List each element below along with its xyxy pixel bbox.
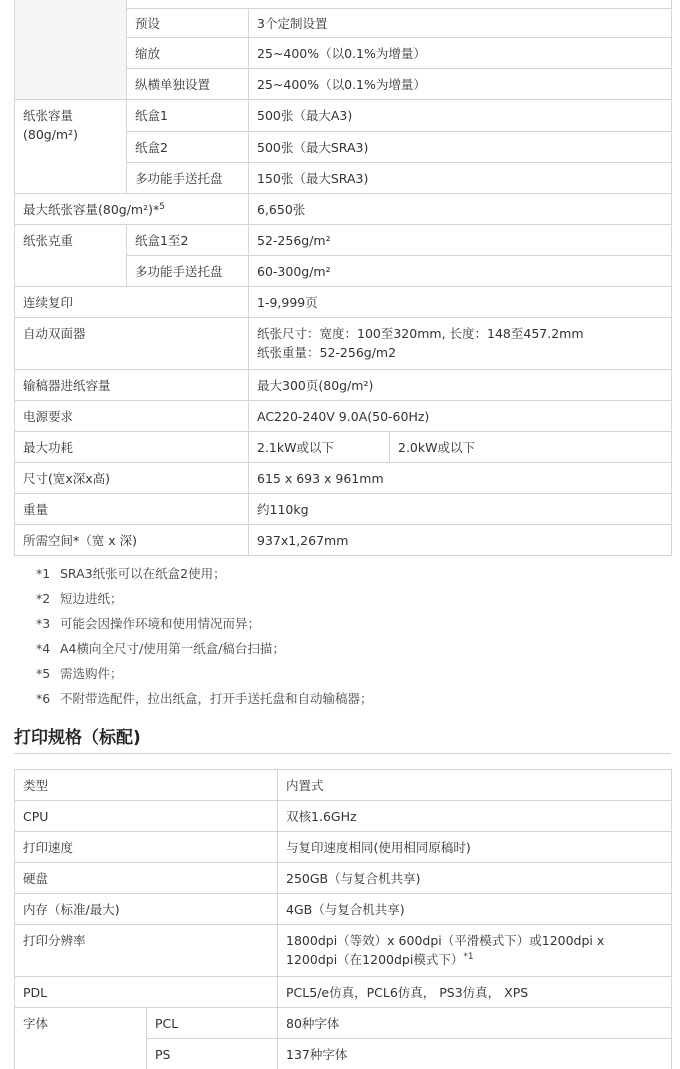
table-row [15,977,672,1008]
footnote-ref: *1 [463,951,474,962]
row-value: 2.1kW或以下 [249,432,390,463]
group-label-cell [15,0,127,100]
row-label: 缩放 [127,38,249,69]
footnote-number: *6 [36,691,51,706]
row-label: 字体 [15,1008,147,1069]
cell-cut-top [127,0,672,9]
row-label: PDL [15,977,278,1008]
section-title: 打印规格（标配) [14,728,141,748]
footnote-number: *5 [36,666,51,681]
footnote [36,638,636,663]
table-row [15,1008,672,1039]
row-label: 连续复印 [15,287,249,318]
row-label: 电源要求 [15,401,249,432]
row-sublabel: 多功能手送托盘 [127,256,249,287]
footnote [36,563,636,588]
table-row [15,770,672,801]
row-value: 500张（最大A3) [249,100,672,132]
footnote-ref: 5 [159,201,165,212]
footnote-number: *4 [36,641,51,656]
footnote-text: 短边进纸； [60,591,123,606]
row-label: 最大功耗 [15,432,249,463]
row-value: 4GB（与复合机共享) [278,894,672,925]
footnotes [36,563,636,713]
table-row [15,287,672,318]
table-row [15,832,672,863]
duplex-weight: 纸张重量：52-256g/m2 [257,345,397,360]
row-label: 重量 [15,494,249,525]
footnote [36,588,636,613]
footnote-text: 需选购件； [60,666,123,681]
table-row [15,0,672,9]
table-row [15,318,672,370]
section-divider [14,753,671,754]
row-label: 打印速度 [15,832,278,863]
row-value: 与复印速度相同(使用相同原稿时) [278,832,672,863]
row-value: AC220-240V 9.0A(50-60Hz) [249,401,672,432]
row-value [249,318,672,370]
row-label: 类型 [15,770,278,801]
row-label [15,194,249,225]
row-label: 打印分辨率 [15,925,278,977]
row-label: 纵横单独设置 [127,69,249,100]
row-value: 150张（最大SRA3) [249,163,672,194]
row-label: 尺寸(宽x深x高) [15,463,249,494]
footnote [36,688,636,713]
row-label: 自动双面器 [15,318,249,370]
row-value: 约110kg [249,494,672,525]
row-sublabel: PS [147,1039,278,1069]
row-value: 25~400%（以0.1%为增量） [249,69,672,100]
row-label: 硬盘 [15,863,278,894]
row-value: 500张（最大SRA3) [249,132,672,163]
table-row [15,100,672,132]
footnote-number: *3 [36,616,51,631]
table-row [15,432,672,463]
duplex-size: 纸张尺寸：宽度：100至320mm, 长度：148至457.2mm [257,326,584,341]
row-value: 双核1.6GHz [278,801,672,832]
table-row [15,894,672,925]
row-sublabel: 多功能手送托盘 [127,163,249,194]
row-label: 输稿器进纸容量 [15,370,249,401]
row-value: PCL5/e仿真，PCL6仿真， PS3仿真， XPS [278,977,672,1008]
max-capacity-label: 最大纸张容量(80g/m²)* [23,201,160,217]
row-label: 纸张克重 [15,225,127,287]
footnote-text: SRA3纸张可以在纸盒2使用； [60,566,226,581]
footnote-number: *1 [36,566,51,581]
row-sublabel: 纸盒1至2 [127,225,249,256]
row-label [15,100,127,194]
row-value: 937x1,267mm [249,525,672,556]
row-sublabel: PCL [147,1008,278,1039]
footnote-text: A4横向全尺寸/使用第一纸盒/稿台扫描； [60,641,285,656]
resolution-line-2-text: 1200dpi（在1200dpi模式下） [286,952,464,967]
resolution-line-1: 1800dpi（等效）x 600dpi（平滑模式下）或1200dpi x [286,933,605,948]
row-label: 预设 [127,9,249,38]
table-row [15,194,672,225]
row-label: CPU [15,801,278,832]
row-label: 内存（标准/最大) [15,894,278,925]
row-value: 137种字体 [278,1039,672,1069]
footnote-text: 可能会因操作环境和使用情况而异； [60,616,261,631]
row-value: 1-9,999页 [249,287,672,318]
row-label: 所需空间*（宽 x 深) [15,525,249,556]
row-value [278,925,672,977]
row-value: 250GB（与复合机共享) [278,863,672,894]
paper-capacity-unit: (80g/m²) [23,127,78,142]
table-row [15,525,672,556]
row-value: 最大300页(80g/m²) [249,370,672,401]
table-row [15,863,672,894]
row-value: 52-256g/m² [249,225,672,256]
row-value: 内置式 [278,770,672,801]
footnote-text: 不附带选配件，拉出纸盒，打开手送托盘和自动输稿器； [60,691,373,706]
table-row [15,801,672,832]
footnote-number: *2 [36,591,51,606]
footnote [36,613,636,638]
row-value: 25~400%（以0.1%为增量） [249,38,672,69]
footnote [36,663,636,688]
row-value: 80种字体 [278,1008,672,1039]
row-sublabel: 纸盒2 [127,132,249,163]
row-value: 2.0kW或以下 [390,432,672,463]
table-row [15,925,672,977]
resolution-line-2 [286,950,663,969]
paper-capacity-label: 纸张容量 [23,108,74,123]
table-row [15,401,672,432]
row-value: 3个定制设置 [249,9,672,38]
table-row [15,225,672,256]
print-spec-table [14,769,672,1069]
row-value: 60-300g/m² [249,256,672,287]
row-value: 6,650张 [249,194,672,225]
copy-spec-table [14,0,672,556]
table-row [15,494,672,525]
row-value: 615 x 693 x 961mm [249,463,672,494]
table-row [15,370,672,401]
table-row [15,463,672,494]
row-sublabel: 纸盒1 [127,100,249,132]
